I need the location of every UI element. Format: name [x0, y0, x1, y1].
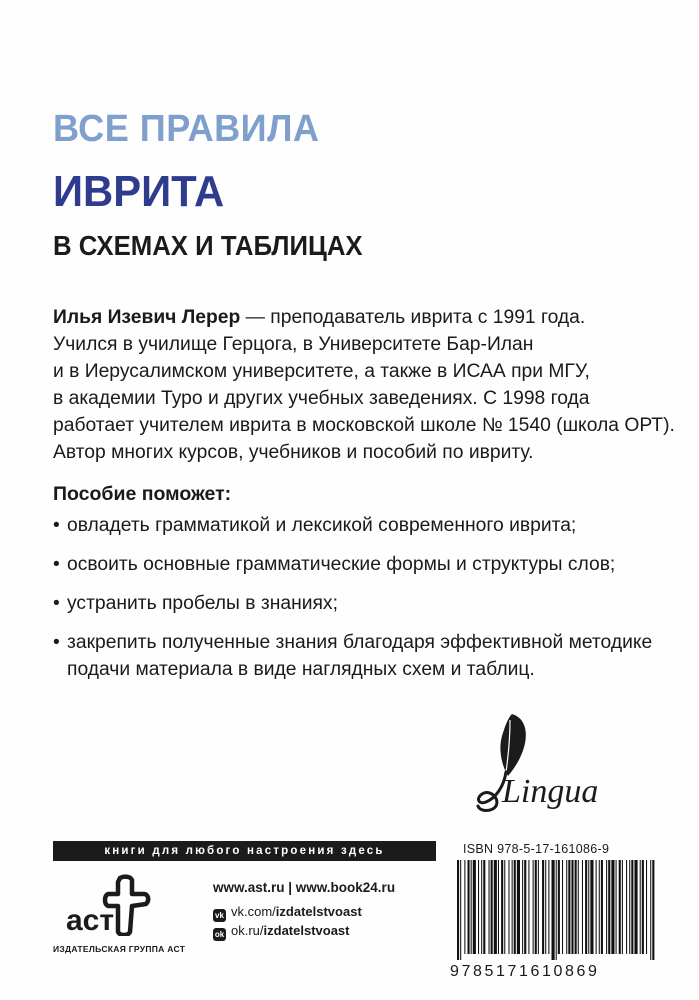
- list-item: • освоить основные грамматические формы и структуры слов;: [53, 551, 683, 578]
- barcode-bar: [601, 860, 603, 954]
- title-line-2: ИВРИТА: [53, 167, 225, 216]
- barcode-bar: [575, 860, 577, 954]
- subtitle: В СХЕМАХ И ТАБЛИЦАХ: [53, 230, 363, 261]
- barcode-bar: [650, 860, 651, 960]
- barcode-bar: [566, 860, 567, 954]
- barcode-bar: [489, 860, 490, 954]
- bullet-icon: •: [53, 632, 60, 653]
- slogan-bar: книги для любого настроения здесь: [53, 841, 436, 861]
- ok-link[interactable]: ok ok.ru/izdatelstvoast: [214, 923, 350, 939]
- barcode-bar: [590, 860, 593, 954]
- barcode-bar: [528, 860, 529, 954]
- barcode-bar: [522, 860, 523, 954]
- barcode-bar: [545, 860, 546, 954]
- barcode-bar: [460, 860, 461, 960]
- vk-icon: vk: [213, 909, 226, 922]
- barcode-bar: [558, 860, 560, 954]
- barcode-bar: [631, 860, 633, 954]
- barcode-bar: [524, 860, 526, 954]
- barcode-bar: [508, 860, 509, 954]
- isbn-label: ISBN 978-5-17-161086-9: [463, 842, 610, 856]
- bio-line-4: в академии Туро и других учебных заведениях. С 1998 года: [53, 388, 590, 409]
- list-item: • закрепить полученные знания благодаря эффективной методике подачи материала в виде наглядных схем и таблиц.: [53, 629, 683, 683]
- title-line-1: ВСЕ ПРАВИЛА: [53, 108, 320, 150]
- barcode-bar: [501, 860, 503, 954]
- barcode-bar: [608, 860, 610, 954]
- barcode-bar: [622, 860, 623, 954]
- barcode-bar: [582, 860, 583, 954]
- list-item: • овладеть грамматикой и лексикой современного иврита;: [53, 512, 683, 539]
- barcode-bar: [514, 860, 516, 954]
- barcode-digits: 9785171610869: [450, 963, 600, 980]
- bullet-icon: •: [53, 593, 60, 614]
- barcode: [455, 860, 655, 960]
- barcode-bar: [596, 860, 597, 954]
- barcode-bar: [646, 860, 647, 954]
- bio-line-5: работает учителем иврита в московской школе № 1540 (школа ОРТ).: [53, 415, 675, 436]
- benefits-list: [53, 512, 683, 683]
- barcode-bar: [642, 860, 644, 954]
- website-links[interactable]: www.ast.ru | www.book24.ru: [213, 880, 396, 895]
- barcode-bar: [504, 860, 505, 954]
- bio-line-3: и в Иерусалимском университете, а также в ИСАА при МГУ,: [53, 361, 590, 382]
- list-item: • устранить пробелы в знаниях;: [53, 590, 683, 617]
- barcode-bar: [652, 860, 654, 960]
- author-name: Илья Изевич Лерер: [53, 307, 241, 328]
- barcode-bar: [464, 860, 465, 954]
- barcode-bar: [512, 860, 513, 954]
- barcode-bar: [585, 860, 587, 954]
- barcode-bar: [599, 860, 600, 954]
- barcode-bar: [478, 860, 479, 954]
- barcode-bar: [548, 860, 549, 954]
- barcode-bar: [481, 860, 482, 954]
- barcode-bar: [457, 860, 459, 960]
- bullet-icon: •: [53, 554, 60, 575]
- barcode-bar: [571, 860, 573, 954]
- author-bio: [53, 304, 683, 466]
- bio-line-1: Илья Изевич Лерер — преподаватель иврита с 1991 года.: [53, 307, 586, 328]
- barcode-bar: [542, 860, 544, 954]
- barcode-bar: [471, 860, 472, 954]
- barcode-bar: [535, 860, 537, 954]
- barcode-bar: [606, 860, 607, 954]
- barcode-bar: [640, 860, 641, 954]
- barcode-bar: [568, 860, 570, 954]
- barcode-bar: [538, 860, 539, 954]
- bio-line-6: Автор многих курсов, учебников и пособий по ивриту.: [53, 442, 534, 463]
- lingua-logo: [450, 706, 650, 826]
- barcode-bar: [634, 860, 637, 954]
- barcode-bar: [533, 860, 534, 954]
- bullet-icon: •: [53, 515, 60, 536]
- barcode-bar: [616, 860, 617, 954]
- barcode-bar: [562, 860, 563, 954]
- barcode-bar: [552, 860, 555, 960]
- barcode-bar: [468, 860, 470, 954]
- ast-logo: [64, 874, 152, 936]
- barcode-bar: [556, 860, 557, 960]
- lingua-logo-text: Lingua: [502, 773, 599, 810]
- barcode-bar: [578, 860, 579, 954]
- barcode-bar: [498, 860, 499, 954]
- barcode-bar: [517, 860, 520, 954]
- publisher-name: ИЗДАТЕЛЬСКАЯ ГРУППА АСТ: [53, 944, 186, 954]
- barcode-bar: [611, 860, 614, 954]
- barcode-bar: [629, 860, 630, 954]
- bio-line-2: Учился в училище Герцога, в Университете Бар-Илан: [53, 334, 534, 355]
- benefits-heading: Пособие поможет:: [53, 483, 232, 505]
- barcode-bar: [483, 860, 485, 954]
- barcode-bar: [473, 860, 476, 954]
- vk-link[interactable]: vk vk.com/izdatelstvoast: [213, 904, 362, 922]
- barcode-bar: [619, 860, 621, 954]
- ast-logo-text: аст: [66, 904, 115, 936]
- ok-icon: ok: [214, 930, 225, 939]
- barcode-bar: [588, 860, 589, 954]
- barcode-bar: [491, 860, 493, 954]
- barcode-bar: [626, 860, 627, 954]
- barcode-bar: [494, 860, 497, 954]
